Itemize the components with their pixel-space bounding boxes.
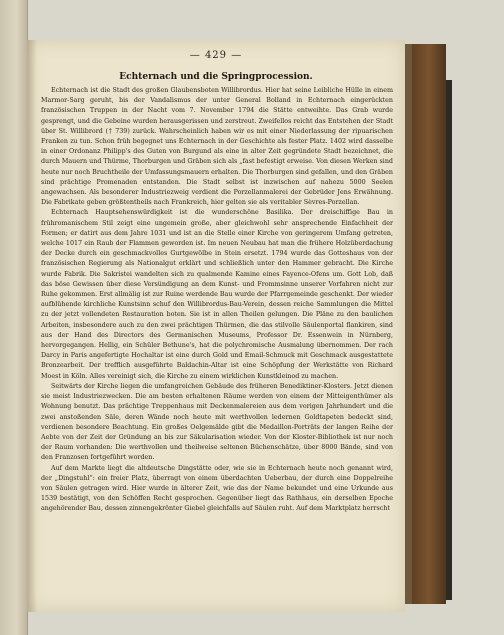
book-page [27, 40, 405, 612]
facing-page-edge [0, 0, 28, 635]
paragraph-1: Echternach ist die Stadt des großen Glaubensboten Willibrordus. Hier hat seine Leibliche Hülle in einem Marmor-Sarg geruht, bis der Vandalismus der unter General Bolland in Echternach eingerückten französischen Truppen in der Nacht vom 7. November 1794 die Stätte entweihte. Das Grab wurde gesprengt, und die Gebeine wurden herausgerissen und zerstreut. Zweifellos reicht das Entstehen der Stadt über St. Willibrord († 739) zurück. Wahrscheinlich haben wir es mit einer Niederlassung der ripuarischen Franken zu tun. Schon früh begegnet uns Echternach in der Geschichte als fester Platz. 1402 wird dasselbe in einer Ordonanz Philipp's des Guten von Burgund als eine in alter Zeit gegründete Stadt bezeichnet, die durch Mauern und Thürme, Thorburgen und Gräben sich als „fast befestigt erweise. Von diesen Werken sind heute nur noch Bruchtheile der Umfassungsmauern erhalten. Die Thorburgen sind gefallen, und den Gräben sind prächtige Promenaden entstanden. Die Stadt selbst ist inzwischen auf nahezu 5000 Seelen angewachsen. Als besonderer Industriezweig verdient die Porzellanmalerei der Gebrüder Jens Erwähnung. Die Fabrikate geben größtentheils nach Frankreich, hier gelten sie als veritabler Sèvres-Porzellan. [41, 87, 393, 207]
paragraph-3: Seitwärts der Kirche liegen die umfangreichen Gebäude des früheren Benediktiner-Klosters. Jetzt dienen sie meist Industriezwecken. Die am besten erhaltenen Räume werden von einem der Mitteigenthümer als Wohnung benutzt. Das prächtige Treppenhaus mit Deckenmalereien aus dem vorigen Jahrhundert und die zwei anstoßenden Säle, deren Wände noch heute mit werthvollen ledernen Goldtapeten bedeckt sind, verdienen besondere Beachtung. Ein großes Oelgemälde gibt die Medaillon-Porträts der langen Reihe der Aebte von der Zeit der Gründung an bis zur Säkularisation wieder. Von der Kloster-Bibliothek ist nur noch der Raum vorhanden: Die werthvollen und theilweise seltenen Büchenschätze, über 8000 Bände, sind von den Franzosen fortgeführt worden. [41, 382, 393, 462]
page-gutter-shadow [27, 40, 37, 612]
book-cover [412, 44, 446, 604]
paragraph-4: Auf dem Markte liegt die altdeutsche Dingstätte oder, wie sie in Echternach heute noch genannt wird, der „Dingstuhl“: ein freier Platz, überragt von einem überdachten Ueberbau, der durch eine Doppelreihe von Säulen getragen wird. Hier wurde in älterer Zeit, wie das der Name bekundet und eine Urkunde aus 1539 bestätigt, von den Schöffen Recht gesprochen. Gegenüber liegt das Rathhaus, ein derselben Epoche angehörender Bau, dessen zinnengekrönter Giebel gleichfalls auf Säulen ruht. Auf dem Marktplatz herrscht [41, 464, 393, 513]
chapter-title: Echternach und die Springprocession. [119, 72, 313, 82]
paragraph-2: Echternach Hauptsehenswürdigkeit ist die wunderschöne Basilika. Der dreischiffige Bau in frühromanischem Stil zeigt eine ungemein große, aber gleichwohl sehr ansprechende Einfachheit der Formen; er datirt aus dem Jahre 1031 und ist an die Stelle einer Kirche von geringerem Umfang getreten, welche 1017 ein Raub der Flammen geworden ist. Im neuen Neubau hat man die frühere Holzüberdachung der Decke durch ein geschmackvolles Gurtgewölbe in Stein ersetzt. 1794 wurde das Gotteshaus von der französischen Regierung als Nationalgut erklärt und schließlich unter den Hammer gebracht. Die Kirche wurde Fabrik. Die Sakristei wandelten sich zu qualmende Kamine eines Fayence-Ofens um. Gott Lob, daß das böse Gewissen über diese Versündigung an dem Kunst- und Frommsinne unserer Vorfahren nicht zur Ruhe gekommen. Erst allmälig ist zur Ruine werdende Bau wurde der Pfarrgemeinde geschenkt. Der wieder aufblühende kirchliche Kunstsinn schuf den Willibrordus-Bau-Verein, dessen reiche Sammlungen die Mittel zu der jetzt vollendeten Restauration boten. Sie ist in allen Theilen gelungen. Die Pläne zu den baulichen Arbeiten, insbesondere auch zu den zwei prächtigen Thürmen, die das stilvolle Säulenportal flankiren, sind aus der Hand des Directors des Germanischen Museums, Professor Dr. Essenwein in Nürnberg, hervorgegangen. Hellig, ein Schüler Bethune's, hat die polychromische Ausmalung übernommen. Der rach Darcy in Paris angefertigte Hochaltar ist eine durch Gold und Email-Schmuck mit Geschmack ausgestattete Bronzearbeit. Der trefflich ausgeführte Baldachin-Altar ist eine Schöpfung der Werkstätte von Richard Moest in Köln. Alles vereinigt sich, die Kirche zu einem wirklichen Kunstkleinod zu machen. [41, 209, 393, 380]
page-number: — 429 — [189, 50, 243, 61]
book-spine-shadow [446, 80, 452, 600]
body-text [41, 86, 393, 515]
